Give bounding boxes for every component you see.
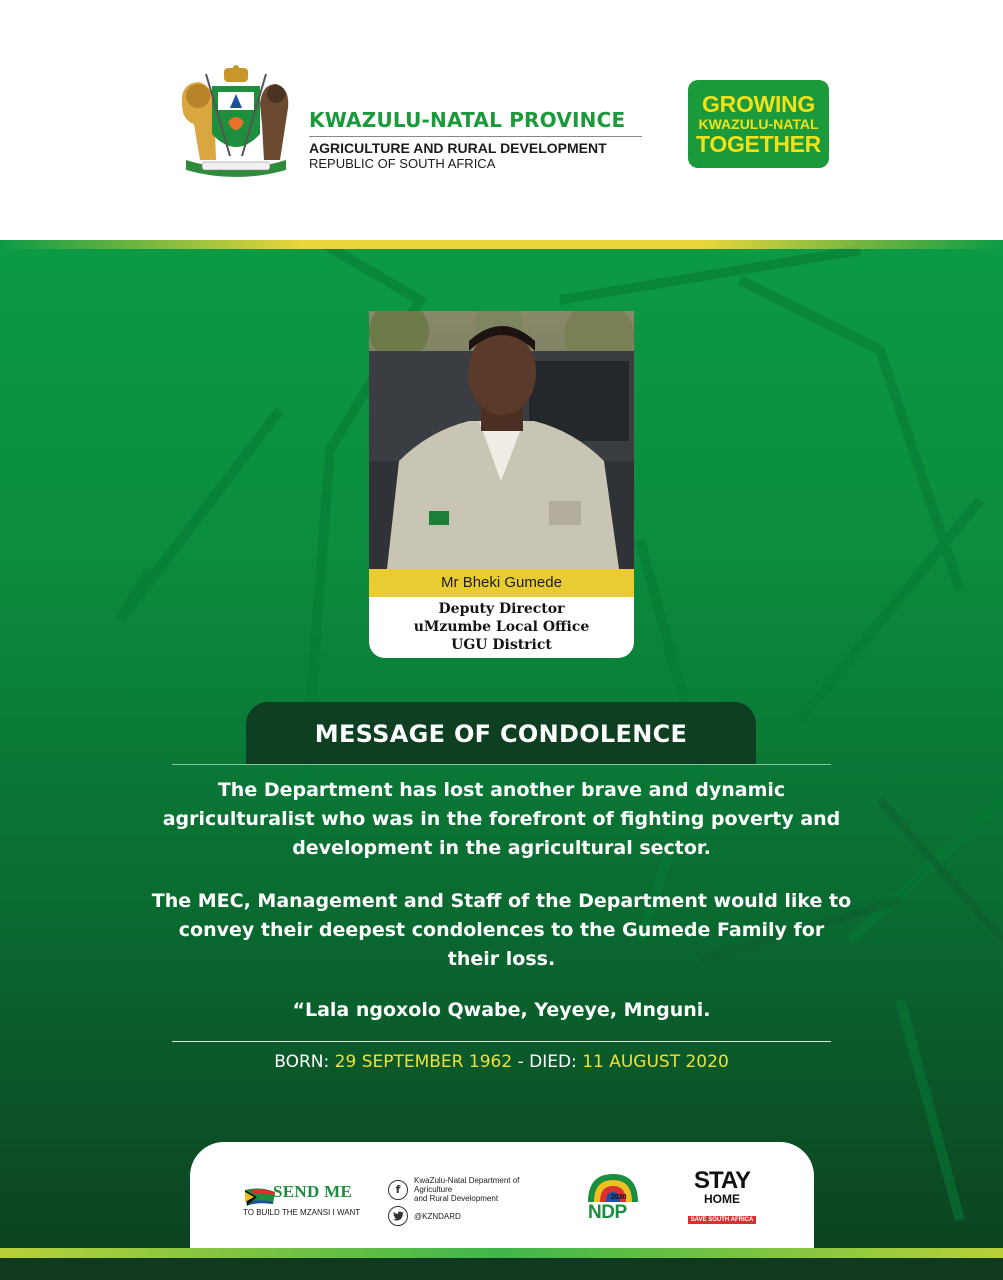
- bottom-stripe: [0, 1248, 1003, 1258]
- footer-logos: [190, 1142, 814, 1250]
- coat-of-arms-icon: [172, 64, 300, 184]
- died-label: DIED:: [529, 1052, 577, 1072]
- portrait-photo: [369, 311, 634, 569]
- divider: [172, 764, 831, 765]
- department-name: AGRICULTURE AND RURAL DEVELOPMENT: [309, 140, 607, 156]
- message-heading: MESSAGE OF CONDOLENCE: [246, 702, 756, 764]
- person-name: Mr Bheki Gumede: [369, 569, 634, 597]
- born-label: BORN:: [274, 1052, 330, 1072]
- send-me-subtitle: TO BUILD THE MZANSI I WANT: [243, 1208, 361, 1217]
- role-line1: Deputy Director: [438, 601, 565, 617]
- portrait-card: [369, 311, 634, 658]
- province-title: KWAZULU-NATAL PROVINCE: [309, 108, 626, 132]
- sa-flag-icon: [245, 1186, 275, 1208]
- growing-line3: TOGETHER: [696, 131, 821, 157]
- growing-together-badge: [688, 80, 829, 168]
- role-line2: uMzumbe Local Office: [413, 619, 590, 635]
- bottom-band: [0, 1258, 1003, 1280]
- role-line3: UGU District: [451, 637, 552, 653]
- republic-name: REPUBLIC OF SOUTH AFRICA: [309, 156, 496, 171]
- date-separator: -: [517, 1052, 524, 1072]
- born-date: 29 SEPTEMBER 1962: [334, 1052, 513, 1072]
- stay-line3: SAVE SOUTH AFRICA: [688, 1216, 757, 1224]
- stay-home-logo: [682, 1167, 762, 1230]
- died-date: 11 AUGUST 2020: [582, 1052, 729, 1072]
- ndp-text: NDP: [588, 1202, 627, 1223]
- facebook-text-line2: and Rural Development: [414, 1194, 499, 1203]
- send-me-logo: [243, 1176, 361, 1224]
- send-me-title: SEND ME: [273, 1182, 353, 1201]
- condolence-paragraph-3: “Lala ngoxolo Qwabe, Yeyeye, Mnguni.: [292, 999, 711, 1021]
- twitter-link[interactable]: [388, 1206, 461, 1226]
- growing-line1: GROWING: [702, 91, 815, 117]
- facebook-icon: f: [388, 1180, 408, 1200]
- header: [0, 0, 1003, 240]
- ndp-logo: [584, 1172, 642, 1224]
- ndp-year: 2030: [611, 1194, 627, 1201]
- facebook-text-line1: KwaZulu-Natal Department of Agriculture: [414, 1176, 520, 1194]
- person-role: [369, 600, 634, 654]
- growing-line2: KWAZULU-NATAL: [698, 116, 819, 132]
- condolence-paragraph-1: The Department has lost another brave and dynamic agriculturalist who was in the forefront of fighting poverty and development in the agricultural sector.: [162, 779, 841, 859]
- stay-line2: HOME: [704, 1192, 740, 1206]
- divider: [172, 1041, 831, 1042]
- twitter-handle: @KZNDARD: [414, 1211, 461, 1221]
- stay-line1: STAY: [693, 1167, 751, 1194]
- condolence-paragraph-2: The MEC, Management and Staff of the Department would like to convey their deepest condolences to the Gumede Family for their loss.: [151, 890, 852, 970]
- life-dates: [150, 1050, 853, 1074]
- twitter-icon: [388, 1206, 408, 1226]
- divider: [309, 136, 642, 137]
- facebook-link[interactable]: [388, 1176, 558, 1203]
- yellow-stripe: [0, 240, 1003, 249]
- facebook-text: [414, 1176, 558, 1203]
